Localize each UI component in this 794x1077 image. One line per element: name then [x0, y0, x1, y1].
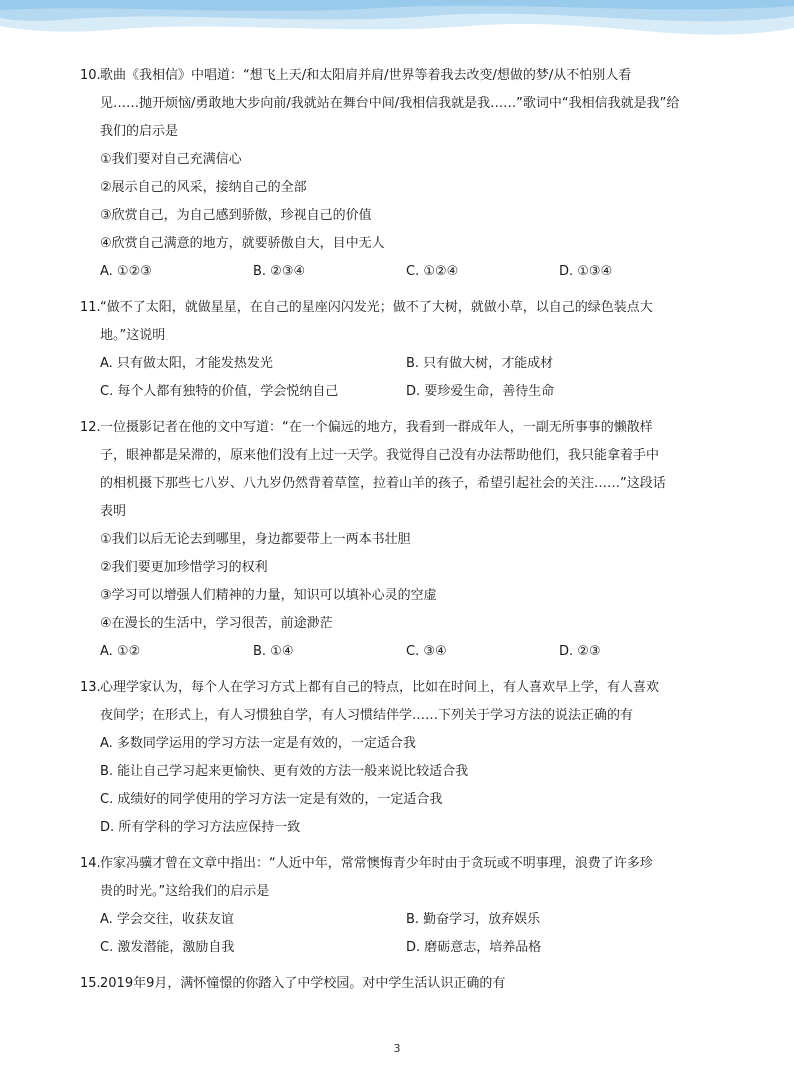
- answer-options: [80, 638, 730, 666]
- question-text: 作家冯骥才曾在文章中指出：“人近中年，常常懊悔青少年时由于贪玩或不明事理，浪费了许多珍: [100, 856, 653, 871]
- question-text: 的相机摄下那些七八岁、八九岁仍然背着草筐，拉着山羊的孩子，希望引起社会的关注……”这段话: [100, 476, 666, 491]
- option-b: B. 只有做大树，才能成材: [406, 356, 554, 371]
- answer-options-row: [80, 906, 730, 934]
- page-number: 3: [393, 1042, 401, 1055]
- statement-item: ①我们以后无论去到哪里，身边都要带上一两本书壮胆: [100, 532, 411, 547]
- question-number: 14.: [80, 856, 101, 871]
- option-a: A. 只有做太阳，才能发热发光: [100, 356, 273, 371]
- header-wave-decoration: [0, 0, 794, 60]
- question-text: “做不了太阳，就做星星，在自己的星座闪闪发光；做不了大树，就做小草，以自己的绿色装点大: [100, 300, 653, 315]
- statement-item: ③学习可以增强人们精神的力量，知识可以填补心灵的空虚: [100, 588, 437, 603]
- question-text: 心理学家认为，每个人在学习方式上都有自己的特点，比如在时间上，有人喜欢早上学，有人喜欢: [100, 680, 660, 695]
- question-text: 我们的启示是: [100, 124, 179, 139]
- question-text: 歌曲《我相信》中唱道：“想飞上天/和太阳肩并肩/世界等着我去改变/想做的梦/从不怕别人看: [100, 68, 632, 83]
- statement-item: ③欣赏自己，为自己感到骄傲，珍视自己的价值: [100, 208, 372, 223]
- question-number: 15.: [80, 976, 101, 991]
- question-text: 2019年9月，满怀憧憬的你踏入了中学校园。对中学生活认识正确的有: [100, 976, 506, 991]
- question-number: 13.: [80, 680, 101, 695]
- statement-item: ④欣赏自己满意的地方，就要骄傲自大，目中无人: [100, 236, 385, 251]
- option-d: D. 磨砺意志，培养品格: [406, 940, 542, 955]
- question-number: 12.: [80, 420, 101, 435]
- option-d: D. 所有学科的学习方法应保持一致: [100, 820, 301, 835]
- answer-options: [80, 258, 730, 286]
- option-c: C. ③④: [406, 644, 447, 659]
- option-a: A. ①②: [100, 644, 141, 659]
- question-13: [80, 674, 730, 842]
- option-b: B. 勤奋学习，放弃娱乐: [406, 912, 541, 927]
- statement-item: ④在漫长的生活中，学习很苦，前途渺茫: [100, 616, 333, 631]
- answer-options-row: [80, 378, 730, 406]
- statement-item: ②展示自己的风采，接纳自己的全部: [100, 180, 307, 195]
- option-a: A. 学会交往，收获友谊: [100, 912, 234, 927]
- question-text: 表明: [100, 504, 127, 519]
- option-b: B. 能让自己学习起来更愉快、更有效的方法一般来说比较适合我: [100, 764, 469, 779]
- option-a: A. 多数同学运用的学习方法一定是有效的，一定适合我: [100, 736, 416, 751]
- question-11: [80, 294, 730, 406]
- option-b: B. ①④: [253, 644, 294, 659]
- option-d: D. ①③④: [559, 264, 613, 279]
- question-number: 10.: [80, 68, 101, 83]
- question-list: [80, 62, 730, 998]
- question-text: 子，眼神都是呆滞的，原来他们没有上过一天学。我觉得自己没有办法帮助他们，我只能拿着手中: [100, 448, 660, 463]
- option-c: C. 每个人都有独特的价值，学会悦纳自己: [100, 384, 339, 399]
- answer-options-row: [80, 934, 730, 962]
- question-10: [80, 62, 730, 286]
- option-c: C. 成绩好的同学使用的学习方法一定是有效的，一定适合我: [100, 792, 443, 807]
- statement-item: ②我们要更加珍惜学习的权利: [100, 560, 268, 575]
- question-text: 贵的时光。”这给我们的启示是: [100, 884, 270, 899]
- question-text: 一位摄影记者在他的文中写道：“在一个偏远的地方，我看到一群成年人，一副无所事事的懒散样: [100, 420, 653, 435]
- question-text: 见……抛开烦恼/勇敢地大步向前/我就站在舞台中间/我相信我就是我……”歌词中“我相信我就是我”给: [100, 96, 680, 111]
- option-c: C. 激发潜能，激励自我: [100, 940, 235, 955]
- question-text: 夜间学；在形式上，有人习惯独自学，有人习惯结伴学……下列关于学习方法的说法正确的有: [100, 708, 634, 723]
- question-12: [80, 414, 730, 666]
- answer-options-row: [80, 350, 730, 378]
- option-a: A. ①②③: [100, 264, 152, 279]
- question-text: 地。”这说明: [100, 328, 166, 343]
- question-15: [80, 970, 730, 998]
- option-d: D. ②③: [559, 644, 601, 659]
- option-d: D. 要珍爱生命，善待生命: [406, 384, 555, 399]
- question-14: [80, 850, 730, 962]
- option-c: C. ①②④: [406, 264, 459, 279]
- question-number: 11.: [80, 300, 101, 315]
- option-b: B. ②③④: [253, 264, 306, 279]
- statement-item: ①我们要对自己充满信心: [100, 152, 242, 167]
